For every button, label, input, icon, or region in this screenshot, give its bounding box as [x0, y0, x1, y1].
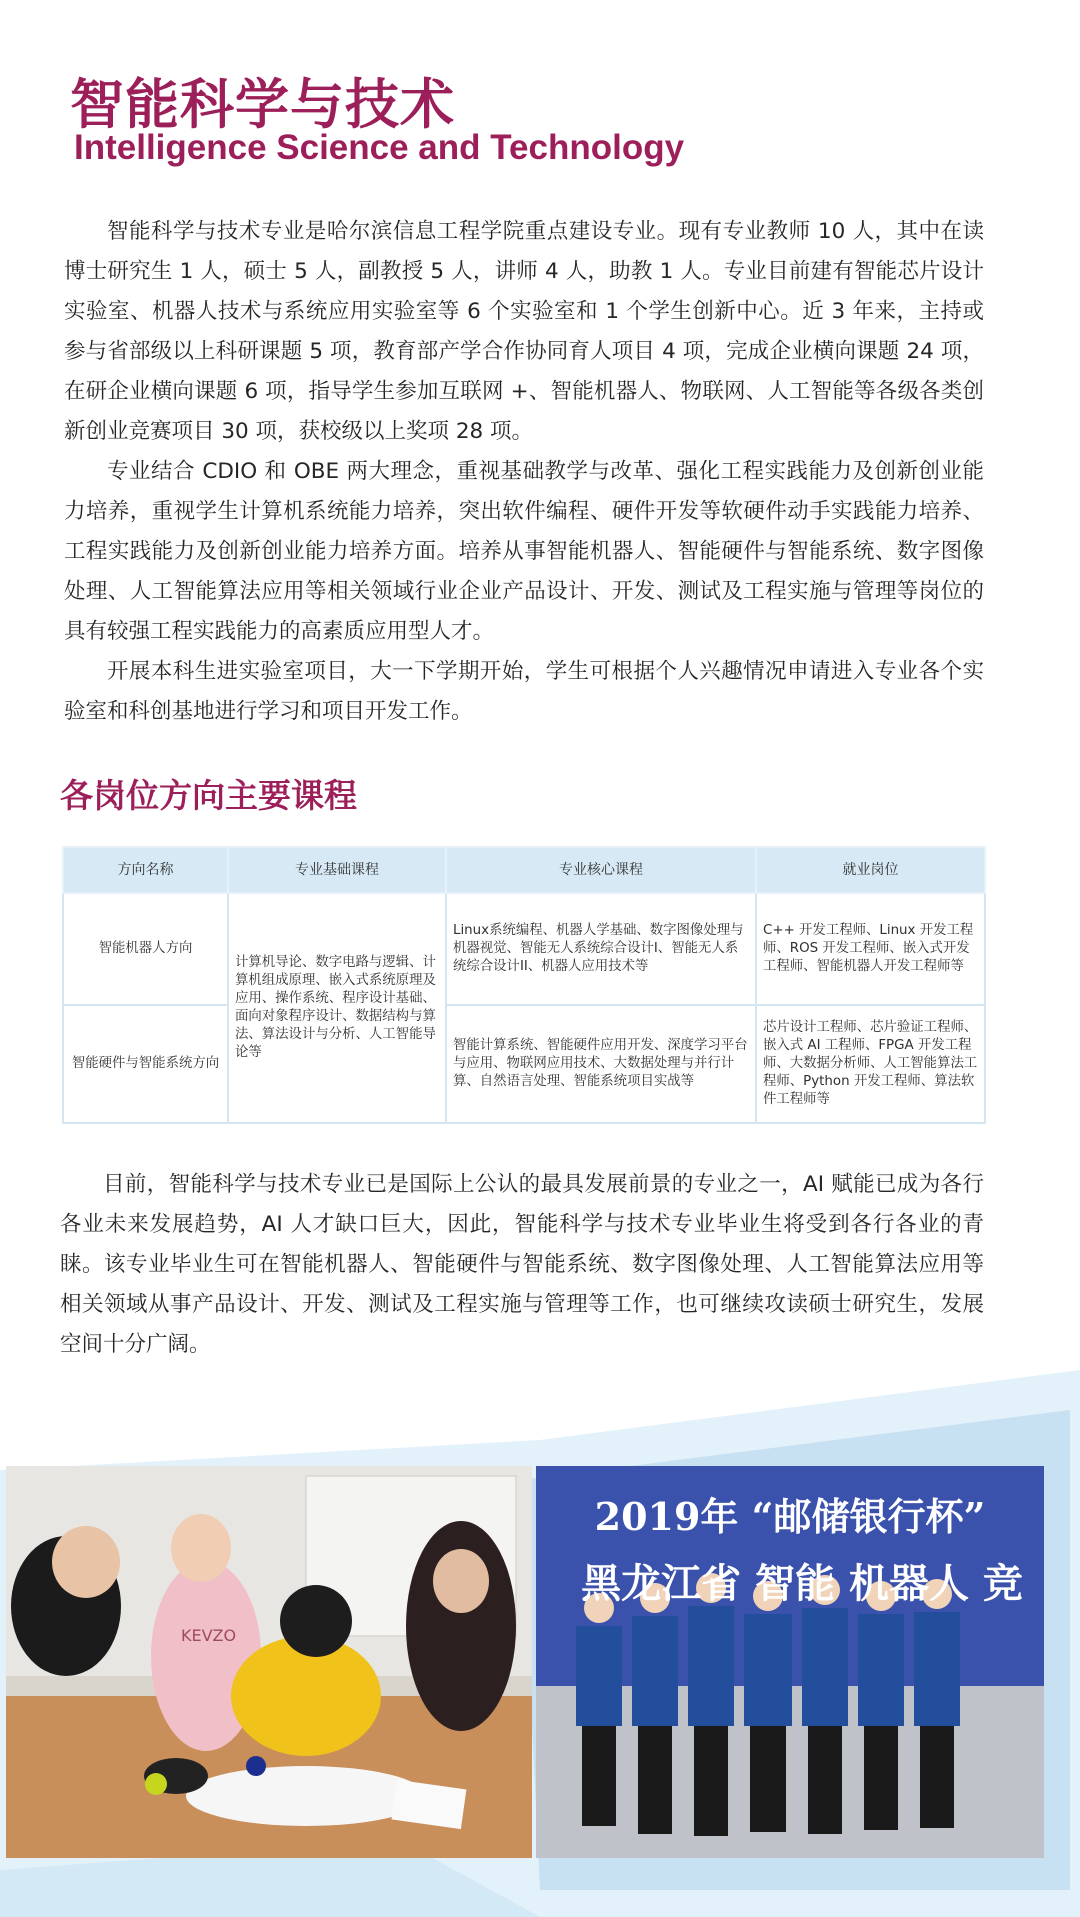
table-header-cell: 方向名称: [63, 847, 228, 893]
intro-text: [64, 212, 984, 732]
intro-paragraph: 专业结合 CDIO 和 OBE 两大理念，重视基础教学与改革、强化工程实践能力及创新创业能力培养，重视学生计算机系统能力培养，突出软件编程、硬件开发等软硬件动手实践能力培养、工程实践能力及创新创业能力培养方面。培养从事智能机器人、智能硬件与智能系统、数字图像处理、人工智能算法应用等相关领域行业企业产品设计、开发、测试及工程实施与管理等岗位的具有较强工程实践能力的高素质应用型人才。: [64, 459, 984, 644]
jobs-cell: C++ 开发工程师、Linux 开发工程师、ROS 开发工程师、嵌入式开发工程师、智能机器人开发工程师等: [756, 893, 985, 1005]
page-title: 智能科学与技术: [70, 73, 455, 136]
photo-band: [0, 1370, 1080, 1917]
banner-title: 2019年 “邮储银行杯”: [594, 1494, 986, 1539]
outro-paragraph: 目前，智能科学与技术专业已是国际上公认的最具发展前景的专业之一，AI 赋能已成为各行各业未来发展趋势，AI 人才缺口巨大，因此，智能科学与技术专业毕业生将受到各行各业的青睐。该专业毕业生可在智能机器人、智能硬件与智能系统、数字图像处理、人工智能算法应用等相关领域从事产品设计、开发、测试及工程实施与管理等工作，也可继续攻读硕士研究生，发展空间十分广阔。: [60, 1172, 984, 1357]
courses-heading: 各岗位方向主要课程: [60, 776, 357, 815]
page-subtitle-english: Intelligence Science and Technology: [74, 128, 685, 167]
intro-paragraph: 智能科学与技术专业是哈尔滨信息工程学院重点建设专业。现有专业教师 10 人，其中在读博士研究生 1 人，硕士 5 人，副教授 5 人，讲师 4 人，助教 1 人。专业目前建有智能芯片设计实验室、机器人技术与系统应用实验室等 6 个实验室和 1 个学生创新中心。近 3 年来，主持或参与省部级以上科研课题 5 项，教育部产学合作协同育人项目 4 项，完成企业横向课题 24 项，在研企业横向课题 6 项，指导学生参加互联网 +、智能机器人、物联网、人工智能等各级各类创新创业竞赛项目 30 项，获校级以上奖项 28 项。: [64, 219, 984, 444]
core-courses-cell: 智能计算系统、智能硬件应用开发、深度学习平台与应用、物联网应用技术、大数据处理与并行计算、自然语言处理、智能系统项目实战等: [446, 1005, 756, 1123]
outro-text: [60, 1165, 984, 1365]
courses-table: [62, 846, 986, 1124]
table-row: [63, 1005, 985, 1123]
table-header-row: [63, 847, 985, 893]
core-courses-cell: Linux系统编程、机器人学基础、数字图像处理与机器视觉、智能无人系统综合设计I、智能无人系统综合设计II、机器人应用技术等: [446, 893, 756, 1005]
direction-cell: 智能机器人方向: [63, 893, 228, 1005]
competition-photo: [536, 1466, 1044, 1858]
table-row: [63, 893, 985, 1005]
table-header-cell: 就业岗位: [756, 847, 985, 893]
shirt-text: KEVZO: [181, 1626, 237, 1645]
table-header-cell: 专业核心课程: [446, 847, 756, 893]
jobs-cell: 芯片设计工程师、芯片验证工程师、嵌入式 AI 工程师、FPGA 开发工程师、大数据分析师、人工智能算法工程师、Python 开发工程师、算法软件工程师等: [756, 1005, 985, 1123]
table-header-cell: 专业基础课程: [228, 847, 446, 893]
intro-paragraph: 开展本科生进实验室项目，大一下学期开始，学生可根据个人兴趣情况申请进入专业各个实验室和科创基地进行学习和项目开发工作。: [64, 659, 984, 724]
lab-scene: [6, 1466, 532, 1858]
lab-photo: [6, 1466, 532, 1858]
foundation-courses-cell: 计算机导论、数字电路与逻辑、计算机组成原理、嵌入式系统原理及应用、操作系统、程序设计基础、面向对象程序设计、数据结构与算法、算法设计与分析、人工智能导论等: [228, 893, 446, 1123]
direction-cell: 智能硬件与智能系统方向: [63, 1005, 228, 1123]
banner-subtitle: 黑龙江省 智能 机器人 竞: [581, 1561, 1023, 1607]
